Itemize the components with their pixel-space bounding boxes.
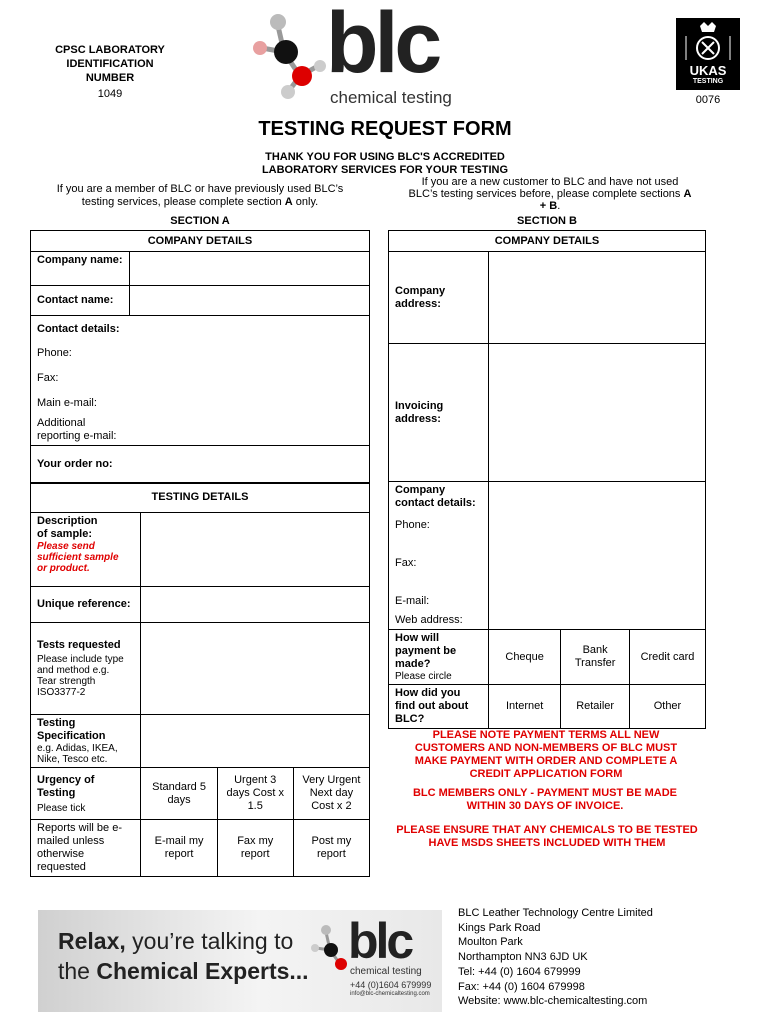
company-address-field[interactable] xyxy=(488,252,705,344)
testing-details-heading: TESTING DETAILS xyxy=(31,483,370,513)
payment-card-option[interactable]: Credit card xyxy=(629,630,705,685)
payment-bank-option[interactable]: Bank Transfer xyxy=(561,630,630,685)
ukas-badge xyxy=(676,18,740,90)
notice-msds: PLEASE ENSURE THAT ANY CHEMICALS TO BE TESTED HAVE MSDS SHEETS INCLUDED WITH THEM xyxy=(396,824,698,849)
company-name-field[interactable] xyxy=(130,252,370,286)
report-fax-option[interactable]: Fax my report xyxy=(217,820,293,877)
report-post-option[interactable]: Post my report xyxy=(293,820,369,877)
thanks-text: THANK YOU FOR USING BLC'S ACCREDITED LABORATORY SERVICES FOR YOUR TESTING xyxy=(261,151,509,176)
blc-logo xyxy=(248,0,478,110)
company-address-block: BLC Leather Technology Centre Limited Kings Park Road Moulton Park Northampton NN3 6JD UK Tel: +44 (0) 1604 679999 Fax: +44 (0) 1604 679998 Website: www.blc-chemicaltesting.com xyxy=(458,906,758,1009)
payment-cell xyxy=(389,630,489,685)
banner-brand-sub: chemical testing xyxy=(350,966,422,977)
description-label: Description of sample: xyxy=(37,515,98,540)
urgency-cell xyxy=(31,768,141,820)
company-name-label: Company name: xyxy=(31,252,130,286)
intro-left: If you are a member of BLC or have previously used BLC’s testing services, please complete section A only. xyxy=(56,183,344,208)
unique-ref-label: Unique reference: xyxy=(31,587,141,623)
invoicing-address-label: Invoicing address: xyxy=(389,344,489,482)
promo-banner xyxy=(38,910,442,1012)
payment-cheque-option[interactable]: Cheque xyxy=(488,630,560,685)
company-address-label: Company address: xyxy=(389,252,489,344)
blc-wordmark: blc xyxy=(326,0,439,91)
blc-subtitle: chemical testing xyxy=(330,88,452,107)
payment-question: How will payment be made? xyxy=(395,632,457,670)
section-a-label: SECTION A xyxy=(170,215,230,227)
banner-line1: Relax, you’re talking to xyxy=(58,928,294,954)
payment-note: Please circle xyxy=(395,671,452,682)
ukas-sub: TESTING xyxy=(692,78,724,85)
banner-brand: blc xyxy=(348,913,412,969)
section-b-company-heading: COMPANY DETAILS xyxy=(389,231,706,252)
urgency-standard-option[interactable]: Standard 5 days xyxy=(141,768,217,820)
spec-label: Testing Specification xyxy=(37,717,106,742)
report-email-option[interactable]: E-mail my report xyxy=(141,820,217,877)
tests-requested-note: Please include type and method e.g. Tear strength ISO3377-2 xyxy=(37,654,124,698)
cpsc-label: CPSC LABORATORY IDENTIFICATION NUMBER xyxy=(55,44,165,84)
company-contact-field[interactable] xyxy=(488,482,705,630)
spec-note: e.g. Adidas, IKEA, Nike, Tesco etc. xyxy=(37,743,118,765)
tests-requested-cell xyxy=(31,623,141,715)
banner-email: info@blc-chemicaltesting.com xyxy=(350,991,430,997)
spec-cell xyxy=(31,715,141,768)
description-field[interactable] xyxy=(141,513,370,587)
tests-requested-label: Tests requested xyxy=(37,639,121,651)
section-a-company-table xyxy=(30,230,370,484)
website-link[interactable]: Website: www.blc-chemicaltesting.com xyxy=(458,995,648,1008)
section-a-testing-table xyxy=(30,482,370,877)
company-details-heading: COMPANY DETAILS xyxy=(31,231,370,252)
find-internet-option[interactable]: Internet xyxy=(488,685,560,729)
b-email-label: E-mail: xyxy=(395,595,430,607)
spec-field[interactable] xyxy=(141,715,370,768)
banner-phone: +44 (0)1604 679999 xyxy=(350,980,432,990)
b-web-label: Web address: xyxy=(395,614,463,626)
fax-label: Fax: xyxy=(37,372,59,384)
banner-line2: the Chemical Experts... xyxy=(58,958,309,984)
notice-payment-terms: PLEASE NOTE PAYMENT TERMS ALL NEW CUSTOMERS AND NON-MEMBERS OF BLC MUST MAKE PAYMENT WITH ORDER AND COMPLETE A CREDIT APPLICATION FORM xyxy=(414,729,678,780)
urgency-very-urgent-option[interactable]: Very Urgent Next day Cost x 2 xyxy=(293,768,369,820)
additional-email-label: Additional reporting e-mail: xyxy=(37,417,117,442)
contact-name-label: Contact name: xyxy=(31,286,130,316)
invoicing-address-field[interactable] xyxy=(488,344,705,482)
crown-icon xyxy=(676,18,740,62)
notice-members: BLC MEMBERS ONLY - PAYMENT MUST BE MADE WITHIN 30 DAYS OF INVOICE. xyxy=(412,787,678,812)
order-no-label[interactable]: Your order no: xyxy=(31,446,370,484)
find-question: How did you find out about BLC? xyxy=(389,685,489,729)
intro-right: If you are a new customer to BLC and have not used BLC’s testing services before, please complete sections A + B. xyxy=(408,176,692,212)
urgency-label: Urgency of Testing xyxy=(37,773,95,799)
ukas-number: 0076 xyxy=(695,94,721,106)
contact-name-field[interactable] xyxy=(130,286,370,316)
description-note: Please send sufficient sample or product. xyxy=(37,541,119,574)
contact-details-cell[interactable] xyxy=(31,316,370,446)
find-retailer-option[interactable]: Retailer xyxy=(561,685,630,729)
section-b-table xyxy=(388,230,706,729)
reports-label: Reports will be e-mailed unless otherwise requested xyxy=(31,820,141,877)
urgency-urgent-option[interactable]: Urgent 3 days Cost x 1.5 xyxy=(217,768,293,820)
cpsc-number: 1049 xyxy=(97,88,123,100)
b-fax-label: Fax: xyxy=(395,557,417,569)
company-contact-label: Company contact details: xyxy=(395,484,476,509)
tests-requested-field[interactable] xyxy=(141,623,370,715)
page-title: TESTING REQUEST FORM xyxy=(258,118,512,140)
contact-details-label: Contact details: xyxy=(37,323,120,335)
urgency-note: Please tick xyxy=(37,802,86,814)
phone-label: Phone: xyxy=(37,347,72,359)
b-phone-label: Phone: xyxy=(395,519,430,531)
main-email-label: Main e-mail: xyxy=(37,397,97,409)
ukas-label: UKAS xyxy=(689,63,727,78)
description-cell xyxy=(31,513,141,587)
section-b-label: SECTION B xyxy=(517,215,577,227)
company-contact-cell xyxy=(389,482,489,630)
find-other-option[interactable]: Other xyxy=(629,685,705,729)
unique-ref-field[interactable] xyxy=(141,587,370,623)
